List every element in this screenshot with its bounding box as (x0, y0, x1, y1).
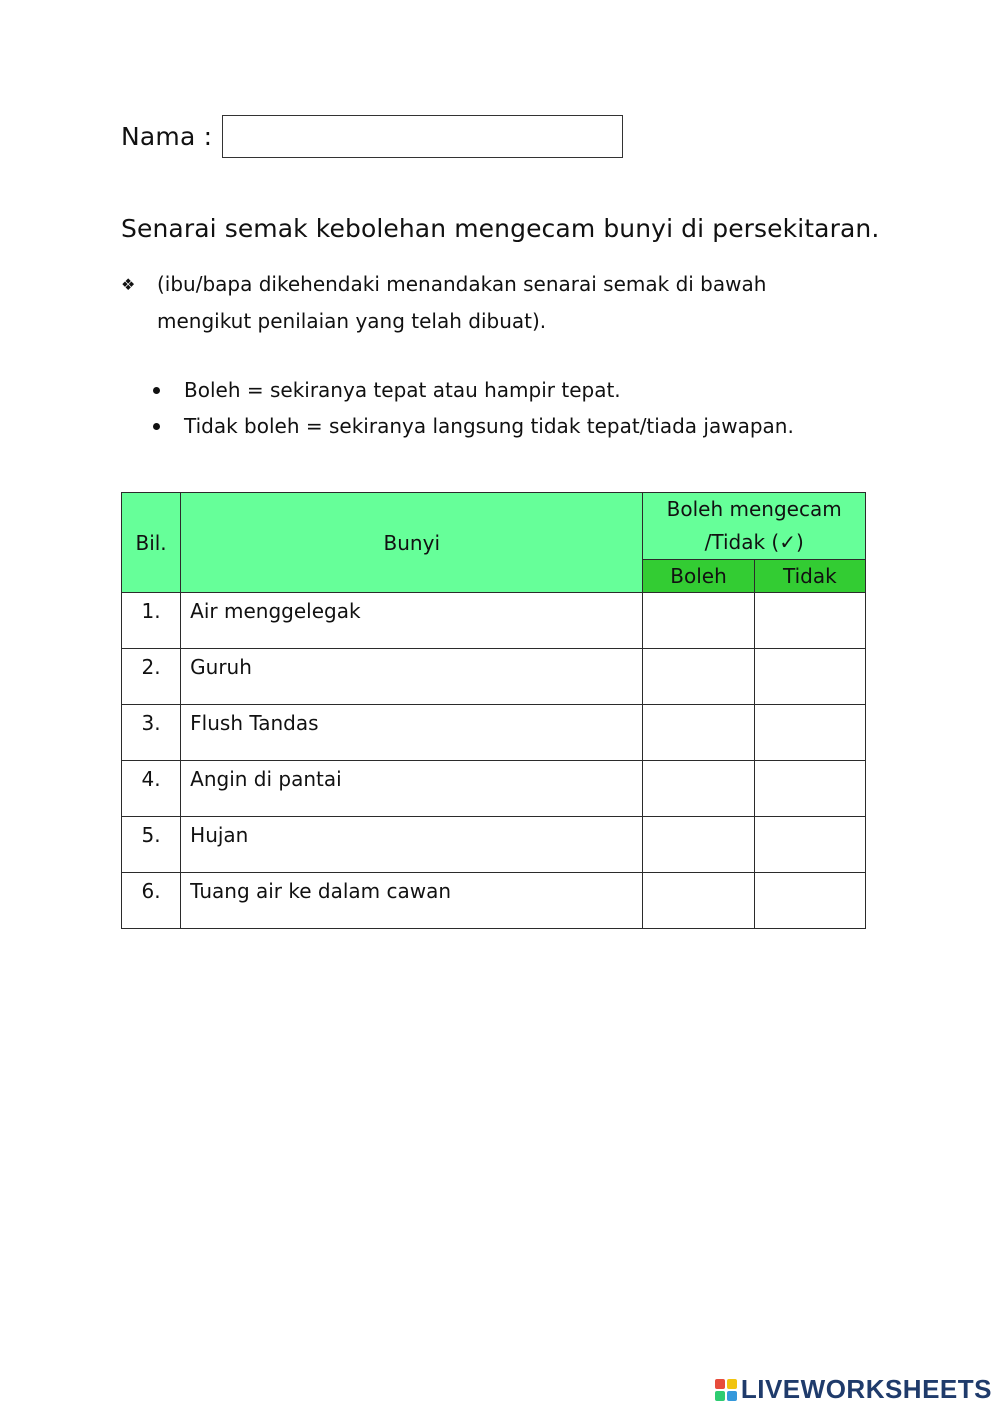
table-row (122, 761, 866, 817)
criteria-list (150, 372, 794, 444)
criteria-text: Tidak boleh = sekiranya langsung tidak tepat/tiada jawapan. (184, 414, 794, 438)
worksheet-title: Senarai semak kebolehan mengecam bunyi di persekitaran. (121, 214, 880, 243)
name-label: Nama : (121, 121, 213, 151)
sound-name: Guruh (181, 649, 643, 705)
table-row (122, 593, 866, 649)
bullet-dot-icon (153, 423, 160, 430)
header-group-line2: /Tidak (✓) (704, 530, 804, 554)
boleh-check-cell[interactable] (643, 873, 754, 929)
diamond-bullet-icon: ❖ (121, 275, 136, 294)
tidak-check-cell[interactable] (754, 649, 865, 705)
name-row (121, 112, 623, 160)
header-bunyi: Bunyi (181, 493, 643, 593)
tidak-check-cell[interactable] (754, 873, 865, 929)
name-input[interactable] (222, 115, 623, 158)
tidak-check-cell[interactable] (754, 817, 865, 873)
tidak-check-cell[interactable] (754, 761, 865, 817)
row-number: 4. (122, 761, 181, 817)
row-number: 6. (122, 873, 181, 929)
table-row (122, 817, 866, 873)
liveworksheets-logo-icon (715, 1379, 737, 1401)
sound-checklist-table (121, 492, 866, 929)
boleh-check-cell[interactable] (643, 817, 754, 873)
header-boleh: Boleh (643, 560, 754, 593)
table-row (122, 873, 866, 929)
tidak-check-cell[interactable] (754, 705, 865, 761)
criteria-item (150, 408, 794, 444)
criteria-text: Boleh = sekiranya tepat atau hampir tepat. (184, 378, 621, 402)
sound-name: Flush Tandas (181, 705, 643, 761)
bullet-dot-icon (153, 387, 160, 394)
table-row (122, 649, 866, 705)
boleh-check-cell[interactable] (643, 705, 754, 761)
boleh-check-cell[interactable] (643, 593, 754, 649)
instruction-text: (ibu/bapa dikehendaki menandakan senarai semak di bawah mengikut penilaian yang telah dibuat). (157, 272, 767, 333)
watermark-text: LIVEWORKSHEETS (740, 1374, 992, 1404)
criteria-item (150, 372, 794, 408)
row-number: 3. (122, 705, 181, 761)
sound-name: Air menggelegak (181, 593, 643, 649)
liveworksheets-watermark (715, 1374, 992, 1405)
tidak-check-cell[interactable] (754, 593, 865, 649)
row-number: 5. (122, 817, 181, 873)
instruction-block (121, 266, 841, 340)
header-group (643, 493, 866, 560)
header-tidak: Tidak (754, 560, 865, 593)
boleh-check-cell[interactable] (643, 649, 754, 705)
boleh-check-cell[interactable] (643, 761, 754, 817)
row-number: 1. (122, 593, 181, 649)
row-number: 2. (122, 649, 181, 705)
header-bil: Bil. (122, 493, 181, 593)
sound-name: Hujan (181, 817, 643, 873)
sound-name: Angin di pantai (181, 761, 643, 817)
table-row (122, 705, 866, 761)
sound-name: Tuang air ke dalam cawan (181, 873, 643, 929)
header-group-line1: Boleh mengecam (666, 497, 842, 521)
